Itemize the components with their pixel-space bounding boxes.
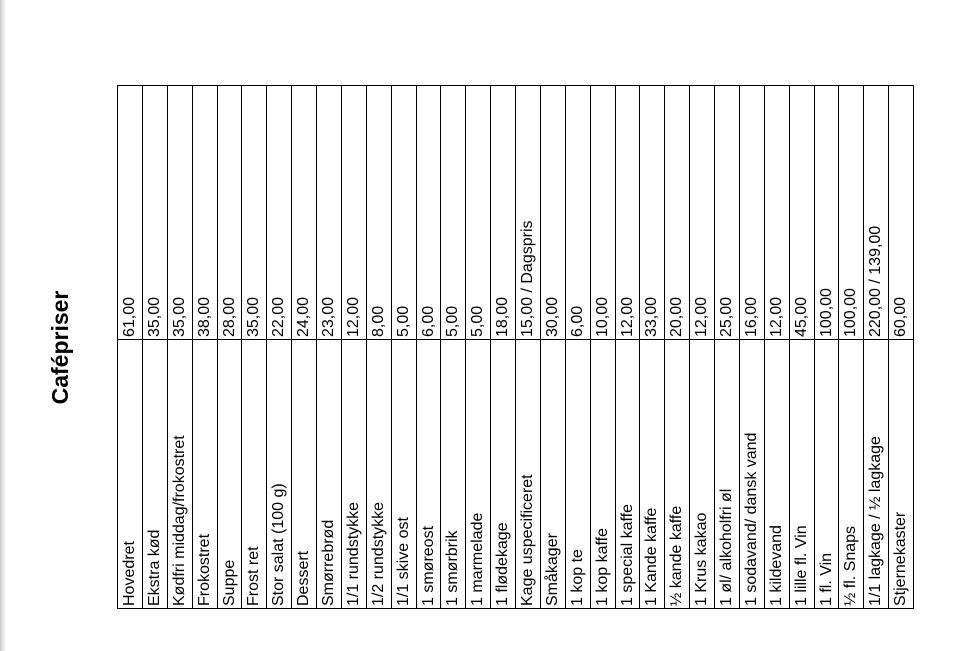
- item-text: Smørrebrød: [320, 519, 337, 606]
- item-text: 1 Kande kaffe: [643, 507, 661, 606]
- price-cell: [441, 86, 465, 340]
- price-text: 220,00 / 139,00: [867, 225, 885, 337]
- price-text: 33,00: [643, 296, 661, 337]
- item-text: 1 kop kaffe: [593, 528, 611, 606]
- table-row: [118, 86, 142, 608]
- price-text: 12,00: [767, 296, 785, 337]
- item-text: 1 kildevand: [767, 525, 785, 606]
- item-text: 1 lille fl. Vin: [792, 525, 810, 606]
- page-title: Cafépriser: [47, 290, 73, 405]
- item-text: Frost ret: [245, 546, 263, 606]
- price-cell: [566, 86, 590, 340]
- item-cell: [541, 340, 565, 608]
- item-cell: [118, 340, 142, 608]
- table-row: [664, 86, 689, 608]
- item-text: 1 fl. Vin: [817, 552, 835, 606]
- item-cell: [441, 340, 465, 608]
- price-text: 100,00: [842, 288, 860, 337]
- price-cell: [740, 86, 764, 340]
- item-text: 1 special kaffe: [618, 504, 636, 606]
- price-text: 12,00: [618, 296, 636, 337]
- price-text: 35,00: [245, 296, 263, 337]
- table-row: [789, 86, 814, 608]
- price-text: 30,00: [543, 296, 561, 337]
- price-cell: [765, 86, 789, 340]
- item-cell: [392, 340, 416, 608]
- price-text: 38,00: [195, 296, 213, 337]
- item-text: Kødfri middag/frokostret: [170, 435, 188, 606]
- item-text: Dessert: [295, 550, 313, 606]
- table-row: [814, 86, 839, 608]
- price-text: 35,00: [170, 296, 188, 337]
- price-text: 35,00: [145, 296, 163, 337]
- price-cell: [193, 86, 217, 340]
- table-row: [167, 86, 192, 608]
- price-text: 6,00: [568, 305, 586, 337]
- price-text: 5,00: [469, 305, 487, 337]
- price-cell: [541, 86, 565, 340]
- page-left-edge: [0, 0, 6, 651]
- price-cell: [466, 86, 490, 340]
- item-cell: [740, 340, 764, 608]
- item-cell: [715, 340, 739, 608]
- price-cell: [218, 86, 242, 340]
- item-cell: [342, 340, 366, 608]
- item-cell: [417, 340, 441, 608]
- item-text: 1/1 skive ost: [394, 517, 412, 606]
- item-cell: [193, 340, 217, 608]
- price-cell: [591, 86, 615, 340]
- item-text: 1 marmelade: [469, 512, 487, 606]
- table-row: [515, 86, 540, 608]
- item-text: 1/1 lagkage / ½ lagkage: [867, 436, 885, 606]
- item-text: Frokostret: [195, 533, 213, 606]
- table-row: [142, 86, 167, 608]
- table-row: [291, 86, 316, 608]
- item-cell: [665, 340, 689, 608]
- price-cell: [790, 86, 814, 340]
- item-cell: [640, 340, 664, 608]
- table-row: [863, 86, 888, 608]
- price-text: 5,00: [394, 305, 412, 337]
- item-text: 1 sodavand/ dansk vand: [742, 432, 760, 606]
- item-cell: [168, 340, 192, 608]
- item-cell: [690, 340, 714, 608]
- price-table: [117, 85, 914, 609]
- item-text: Stor salat (100 g): [270, 483, 288, 606]
- table-row: [540, 86, 565, 608]
- price-cell: [839, 86, 863, 340]
- table-row: [565, 86, 590, 608]
- item-text: 1 kop te: [568, 549, 586, 606]
- price-cell: [317, 86, 341, 340]
- price-text: 10,00: [593, 296, 611, 337]
- table-row: [838, 86, 863, 608]
- table-row: [316, 86, 341, 608]
- item-cell: [218, 340, 242, 608]
- table-row: [341, 86, 366, 608]
- item-cell: [889, 340, 913, 608]
- table-row: [689, 86, 714, 608]
- price-cell: [168, 86, 192, 340]
- item-text: Kage uspecificeret: [519, 474, 536, 606]
- item-cell: [516, 340, 540, 608]
- item-cell: [292, 340, 316, 608]
- price-cell: [491, 86, 515, 340]
- price-cell: [417, 86, 441, 340]
- price-cell: [715, 86, 739, 340]
- table-row: [714, 86, 739, 608]
- price-text: 28,00: [220, 296, 238, 337]
- item-text: ½ fl. Snaps: [842, 525, 860, 606]
- item-cell: [143, 340, 167, 608]
- price-cell: [392, 86, 416, 340]
- item-text: ½ kande kaffe: [668, 505, 686, 606]
- item-text: 1 øl/ alkoholfri øl: [718, 488, 735, 606]
- price-cell: [815, 86, 839, 340]
- item-cell: [317, 340, 341, 608]
- item-cell: [591, 340, 615, 608]
- item-text: Hovedret: [121, 541, 138, 606]
- price-text: 18,00: [494, 296, 512, 337]
- table-row: [590, 86, 615, 608]
- table-row: [739, 86, 764, 608]
- item-cell: [616, 340, 640, 608]
- item-cell: [242, 340, 266, 608]
- price-text: 24,00: [295, 296, 313, 337]
- table-row: [266, 86, 291, 608]
- table-row: [440, 86, 465, 608]
- price-text: 23,00: [320, 296, 337, 337]
- price-cell: [143, 86, 167, 340]
- item-cell: [491, 340, 515, 608]
- item-text: Stjernekaster: [892, 511, 910, 606]
- price-cell: [118, 86, 142, 340]
- item-cell: [267, 340, 291, 608]
- item-text: 1/1 rundstykke: [344, 501, 362, 606]
- item-cell: [839, 340, 863, 608]
- price-text: 22,00: [270, 296, 288, 337]
- price-text: 12,00: [344, 296, 362, 337]
- item-cell: [367, 340, 391, 608]
- price-text: 5,00: [444, 305, 462, 337]
- price-text: 12,00: [693, 296, 711, 337]
- price-cell: [267, 86, 291, 340]
- table-row: [391, 86, 416, 608]
- item-cell: [864, 340, 888, 608]
- price-cell: [242, 86, 266, 340]
- item-text: 1/2 rundstykke: [369, 501, 387, 606]
- table-row: [241, 86, 266, 608]
- item-text: 1 smøreost: [419, 525, 437, 606]
- price-text: 8,00: [369, 305, 387, 337]
- table-row: [465, 86, 490, 608]
- item-text: Ekstra kød: [145, 529, 163, 606]
- table-row: [639, 86, 664, 608]
- price-cell: [864, 86, 888, 340]
- price-text: 61,00: [121, 296, 138, 337]
- item-text: 1 smørbrik: [444, 530, 462, 606]
- table-row: [764, 86, 789, 608]
- item-cell: [815, 340, 839, 608]
- item-text: Småkager: [543, 533, 561, 606]
- item-cell: [765, 340, 789, 608]
- price-cell: [292, 86, 316, 340]
- price-text: 16,00: [742, 296, 760, 337]
- price-text: 15,00 / Dagspris: [519, 220, 536, 337]
- table-row: [490, 86, 515, 608]
- table-row: [192, 86, 217, 608]
- table-row: [888, 86, 913, 608]
- price-cell: [640, 86, 664, 340]
- item-text: 1 Krus kakao: [693, 512, 711, 606]
- price-text: 100,00: [817, 288, 835, 337]
- table-row: [366, 86, 391, 608]
- table-row: [615, 86, 640, 608]
- price-cell: [690, 86, 714, 340]
- item-text: Suppe: [220, 559, 238, 606]
- table-row: [416, 86, 441, 608]
- price-text: 25,00: [718, 296, 735, 337]
- price-cell: [889, 86, 913, 340]
- price-cell: [516, 86, 540, 340]
- price-text: 45,00: [792, 296, 810, 337]
- item-cell: [566, 340, 590, 608]
- price-text: 60,00: [892, 296, 910, 337]
- item-cell: [466, 340, 490, 608]
- item-cell: [790, 340, 814, 608]
- table-row: [217, 86, 242, 608]
- price-cell: [342, 86, 366, 340]
- price-cell: [665, 86, 689, 340]
- price-text: 6,00: [419, 305, 437, 337]
- price-cell: [616, 86, 640, 340]
- price-text: 20,00: [668, 296, 686, 337]
- price-cell: [367, 86, 391, 340]
- item-text: 1 flødekage: [494, 522, 512, 606]
